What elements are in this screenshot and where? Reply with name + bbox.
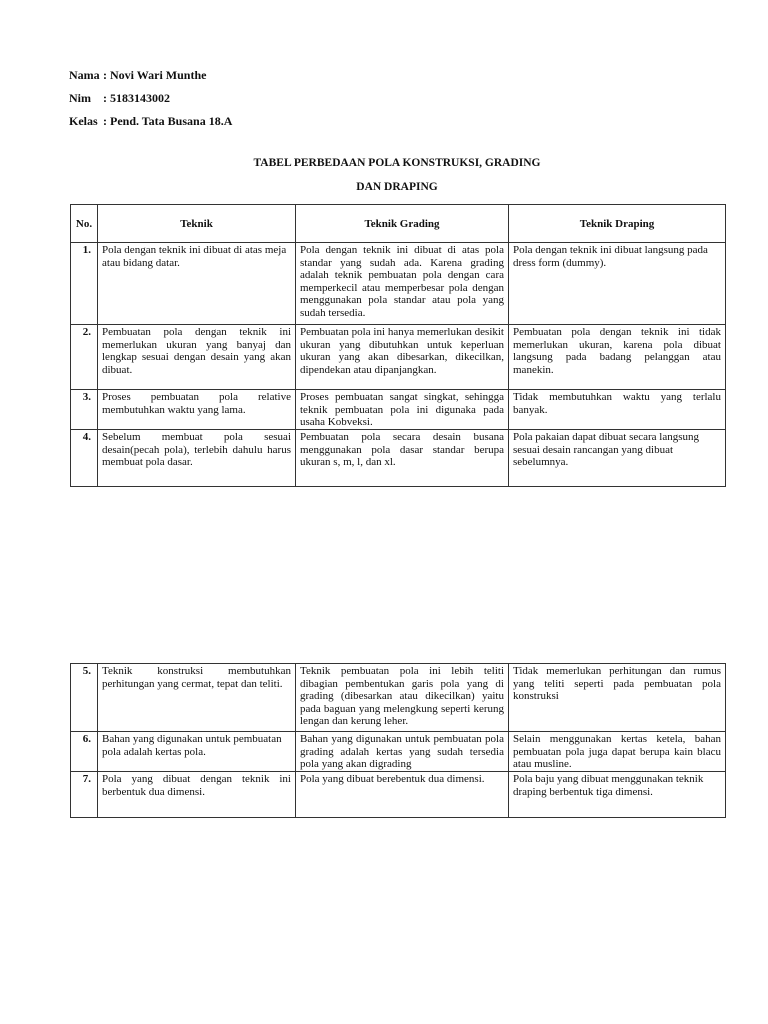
identity-value: : Novi Wari Munthe (103, 68, 207, 82)
cell-teknik: Pola dengan teknik ini dibuat di atas meja atau bidang datar. (98, 243, 296, 325)
cell-draping: Pola dengan teknik ini dibuat langsung pada dress form (dummy). (509, 243, 726, 325)
cell-grading: Pembuatan pola ini hanya memerlukan desikit ukuran yang dibutuhkan untuk keperluan ukuran yang akan dibesarkan, dikecilkan, dipendekan atau dipanjangkan. (296, 325, 509, 390)
document-title-line2: DAN DRAPING (356, 181, 438, 193)
row-number: 1. (71, 243, 98, 325)
row-number: 7. (71, 772, 98, 818)
comparison-table-continued (70, 663, 726, 818)
row-number: 5. (71, 664, 98, 732)
cell-draping: Pola baju yang dibuat menggunakan teknik draping berbentuk tiga dimensi. (509, 772, 726, 818)
table-header-row (71, 205, 726, 243)
table-row (71, 390, 726, 430)
cell-draping: Selain menggunakan kertas ketela, bahan pembuatan pola juga dapat berupa kain blacu atau musline. (509, 732, 726, 772)
document-title: TABEL PERBEDAAN POLA KONSTRUKSI, GRADING (253, 157, 541, 169)
cell-teknik: Sebelum membuat pola sesuai desain(pecah pola), terlebih dahulu harus membuat pola dasar. (98, 430, 296, 487)
row-number: 4. (71, 430, 98, 487)
table-row (71, 430, 726, 487)
column-header-teknik: Teknik (98, 205, 296, 243)
table-row (71, 325, 726, 390)
cell-teknik: Bahan yang digunakan untuk pembuatan pola adalah kertas pola. (98, 732, 296, 772)
cell-teknik: Pola yang dibuat dengan teknik ini berbentuk dua dimensi. (98, 772, 296, 818)
table-row (71, 243, 726, 325)
identity-row-kelas (69, 112, 232, 135)
identity-value: : 5183143002 (103, 91, 170, 105)
row-number: 2. (71, 325, 98, 390)
row-number: 6. (71, 732, 98, 772)
cell-draping: Pembuatan pola dengan teknik ini tidak memerlukan ukuran, karena pola dibuat langsung pada badang pelanggan atau manekin. (509, 325, 726, 390)
column-header-no: No. (71, 205, 98, 243)
identity-label: Kelas (69, 114, 98, 128)
table-row (71, 664, 726, 732)
identity-row-nim (69, 89, 232, 112)
identity-label: Nama (69, 68, 100, 82)
table-row (71, 772, 726, 818)
cell-grading: Teknik pembuatan pola ini lebih teliti dibagian pembentukan garis pola yang di grading (dibesarkan atau dikecilkan) yaitu pada baguan yang melengkung seperti kerung lengan dan kerung leher. (296, 664, 509, 732)
cell-grading: Bahan yang digunakan untuk pembuatan pola grading adalah kertas yang sudah tersedia pola yang akan digrading (296, 732, 509, 772)
cell-draping: Tidak memerlukan perhitungan dan rumus yang teliti seperti pada pembuatan pola konstruksi (509, 664, 726, 732)
identity-label: Nim (69, 91, 91, 105)
cell-teknik: Proses pembuatan pola relative membutuhkan waktu yang lama. (98, 390, 296, 430)
cell-teknik: Pembuatan pola dengan teknik ini memerlukan ukuran yang banyaj dan lengkap sesuai dengan desain yang akan dibuat. (98, 325, 296, 390)
comparison-table (70, 204, 726, 487)
identity-value: : Pend. Tata Busana 18.A (103, 114, 233, 128)
table-row (71, 732, 726, 772)
cell-draping: Tidak membutuhkan waktu yang terlalu banyak. (509, 390, 726, 430)
cell-teknik: Teknik konstruksi membutuhkan perhitungan yang cermat, tepat dan teliti. (98, 664, 296, 732)
cell-grading: Pembuatan pola secara desain busana menggunakan pola dasar standar berupa ukuran s, m, l, dan xl. (296, 430, 509, 487)
column-header-grading: Teknik Grading (296, 205, 509, 243)
cell-grading: Proses pembuatan sangat singkat, sehingga teknik pembuatan pola ini digunaka pada usaha Kobveksi. (296, 390, 509, 430)
identity-block (69, 66, 232, 135)
cell-draping: Pola pakaian dapat dibuat secara langsung sesuai desain rancangan yang dibuat sebelumnya. (509, 430, 726, 487)
cell-grading: Pola dengan teknik ini dibuat di atas pola standar yang sudah ada. Karena grading adalah teknik pembuatan pola dengan cara memperkecil atau memperbesar pola dengan menggunakan pola standar atau pola yang sudah tersedia. (296, 243, 509, 325)
cell-grading: Pola yang dibuat berebentuk dua dimensi. (296, 772, 509, 818)
row-number: 3. (71, 390, 98, 430)
identity-row-nama (69, 66, 232, 89)
column-header-draping: Teknik Draping (509, 205, 726, 243)
